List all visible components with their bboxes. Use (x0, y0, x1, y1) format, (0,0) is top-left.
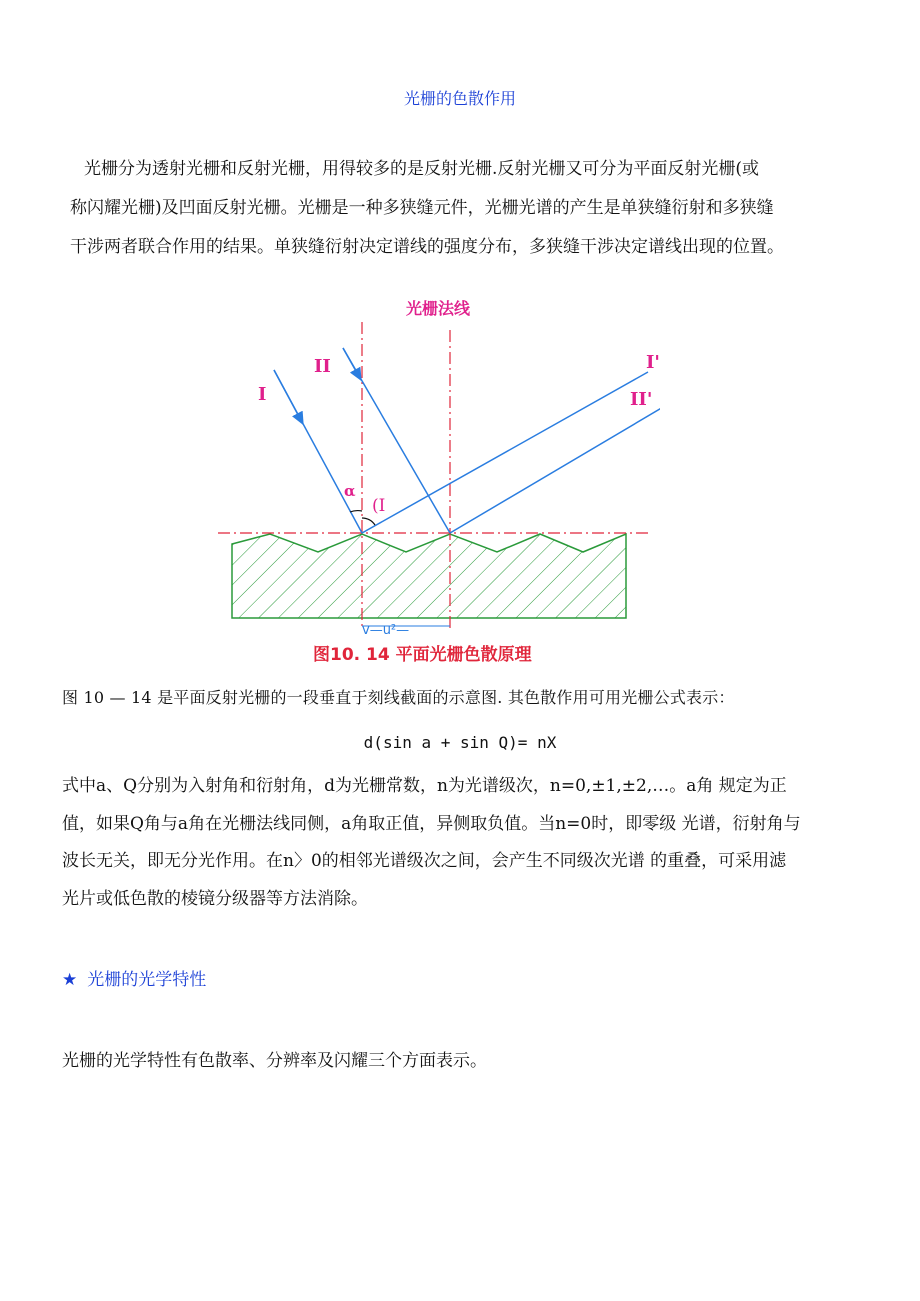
optical-properties-heading (62, 965, 206, 990)
subheading-text: 光栅的光学特性 (87, 970, 207, 990)
angle-label: (I (372, 496, 386, 516)
alpha-label: α (344, 482, 356, 500)
beta-arc (362, 518, 375, 525)
incident-ray-1-arrow (274, 370, 303, 424)
ray-out-1-label: I' (646, 352, 660, 373)
properties-paragraph: 光栅的光学特性有色散率、分辨率及闪耀三个方面表示。 (62, 1051, 487, 1071)
incident-ray-2-arrow (343, 348, 361, 380)
diffracted-ray-1 (362, 372, 648, 533)
ray-in-1-label: I (258, 384, 267, 405)
explain-line: 式中a、Q分别为入射角和衍射角，d为光栅常数，n为光谱级次，n=0,±1,±2,…。a角 规定为正 (62, 776, 787, 796)
ray-out-2-label: II' (630, 389, 653, 410)
section-title: 光栅的色散作用 (403, 89, 516, 108)
explain-line: 波长无关，即无分光作用。在n〉0的相邻光谱级次之间，会产生不同级次光谱 的重叠，可采用滤 (62, 851, 787, 871)
figure-caption: 图10. 14 平面光栅色散原理 (313, 645, 532, 665)
explain-line: 光片或低色散的棱镜分级器等方法消除。 (62, 888, 368, 909)
explanation-paragraph (62, 768, 862, 918)
alpha-arc (350, 511, 362, 512)
star-icon: ★ (62, 970, 78, 990)
normal-label: 光栅法线 (406, 299, 471, 318)
grating-formula: d(sin a + sin Q)= nX (363, 733, 557, 752)
figure-reference: 图 10 — 14 是平面反射光栅的一段垂直于刻线截面的示意图. 其色散作用可用光栅公式表示： (62, 688, 735, 707)
grating-body (232, 534, 626, 618)
intro-paragraph (70, 150, 860, 267)
intro-line: 称闪耀光栅)及凹面反射光栅。光栅是一种多狭缝元件，光栅光谱的产生是单狭缝衍射和多狭缝 (70, 198, 774, 218)
intro-line: 干涉两者联合作用的结果。单狭缝衍射决定谱线的强度分布，多狭缝干涉决定谱线出现的位置。 (70, 237, 784, 257)
intro-line: 光栅分为透射光栅和反射光栅，用得较多的是反射光栅.反射光栅又可分为平面反射光栅(或 (84, 159, 760, 179)
grating-figure (210, 290, 660, 675)
ray-in-2-label: II (314, 356, 331, 377)
diffracted-ray-2 (450, 403, 660, 533)
spacing-label: v—u²— (362, 623, 410, 638)
explain-line: 值，如果Q角与a角在光栅法线同侧，a角取正值，异侧取负值。当n=0时，即零级 光谱，衍射角与 (62, 813, 801, 834)
